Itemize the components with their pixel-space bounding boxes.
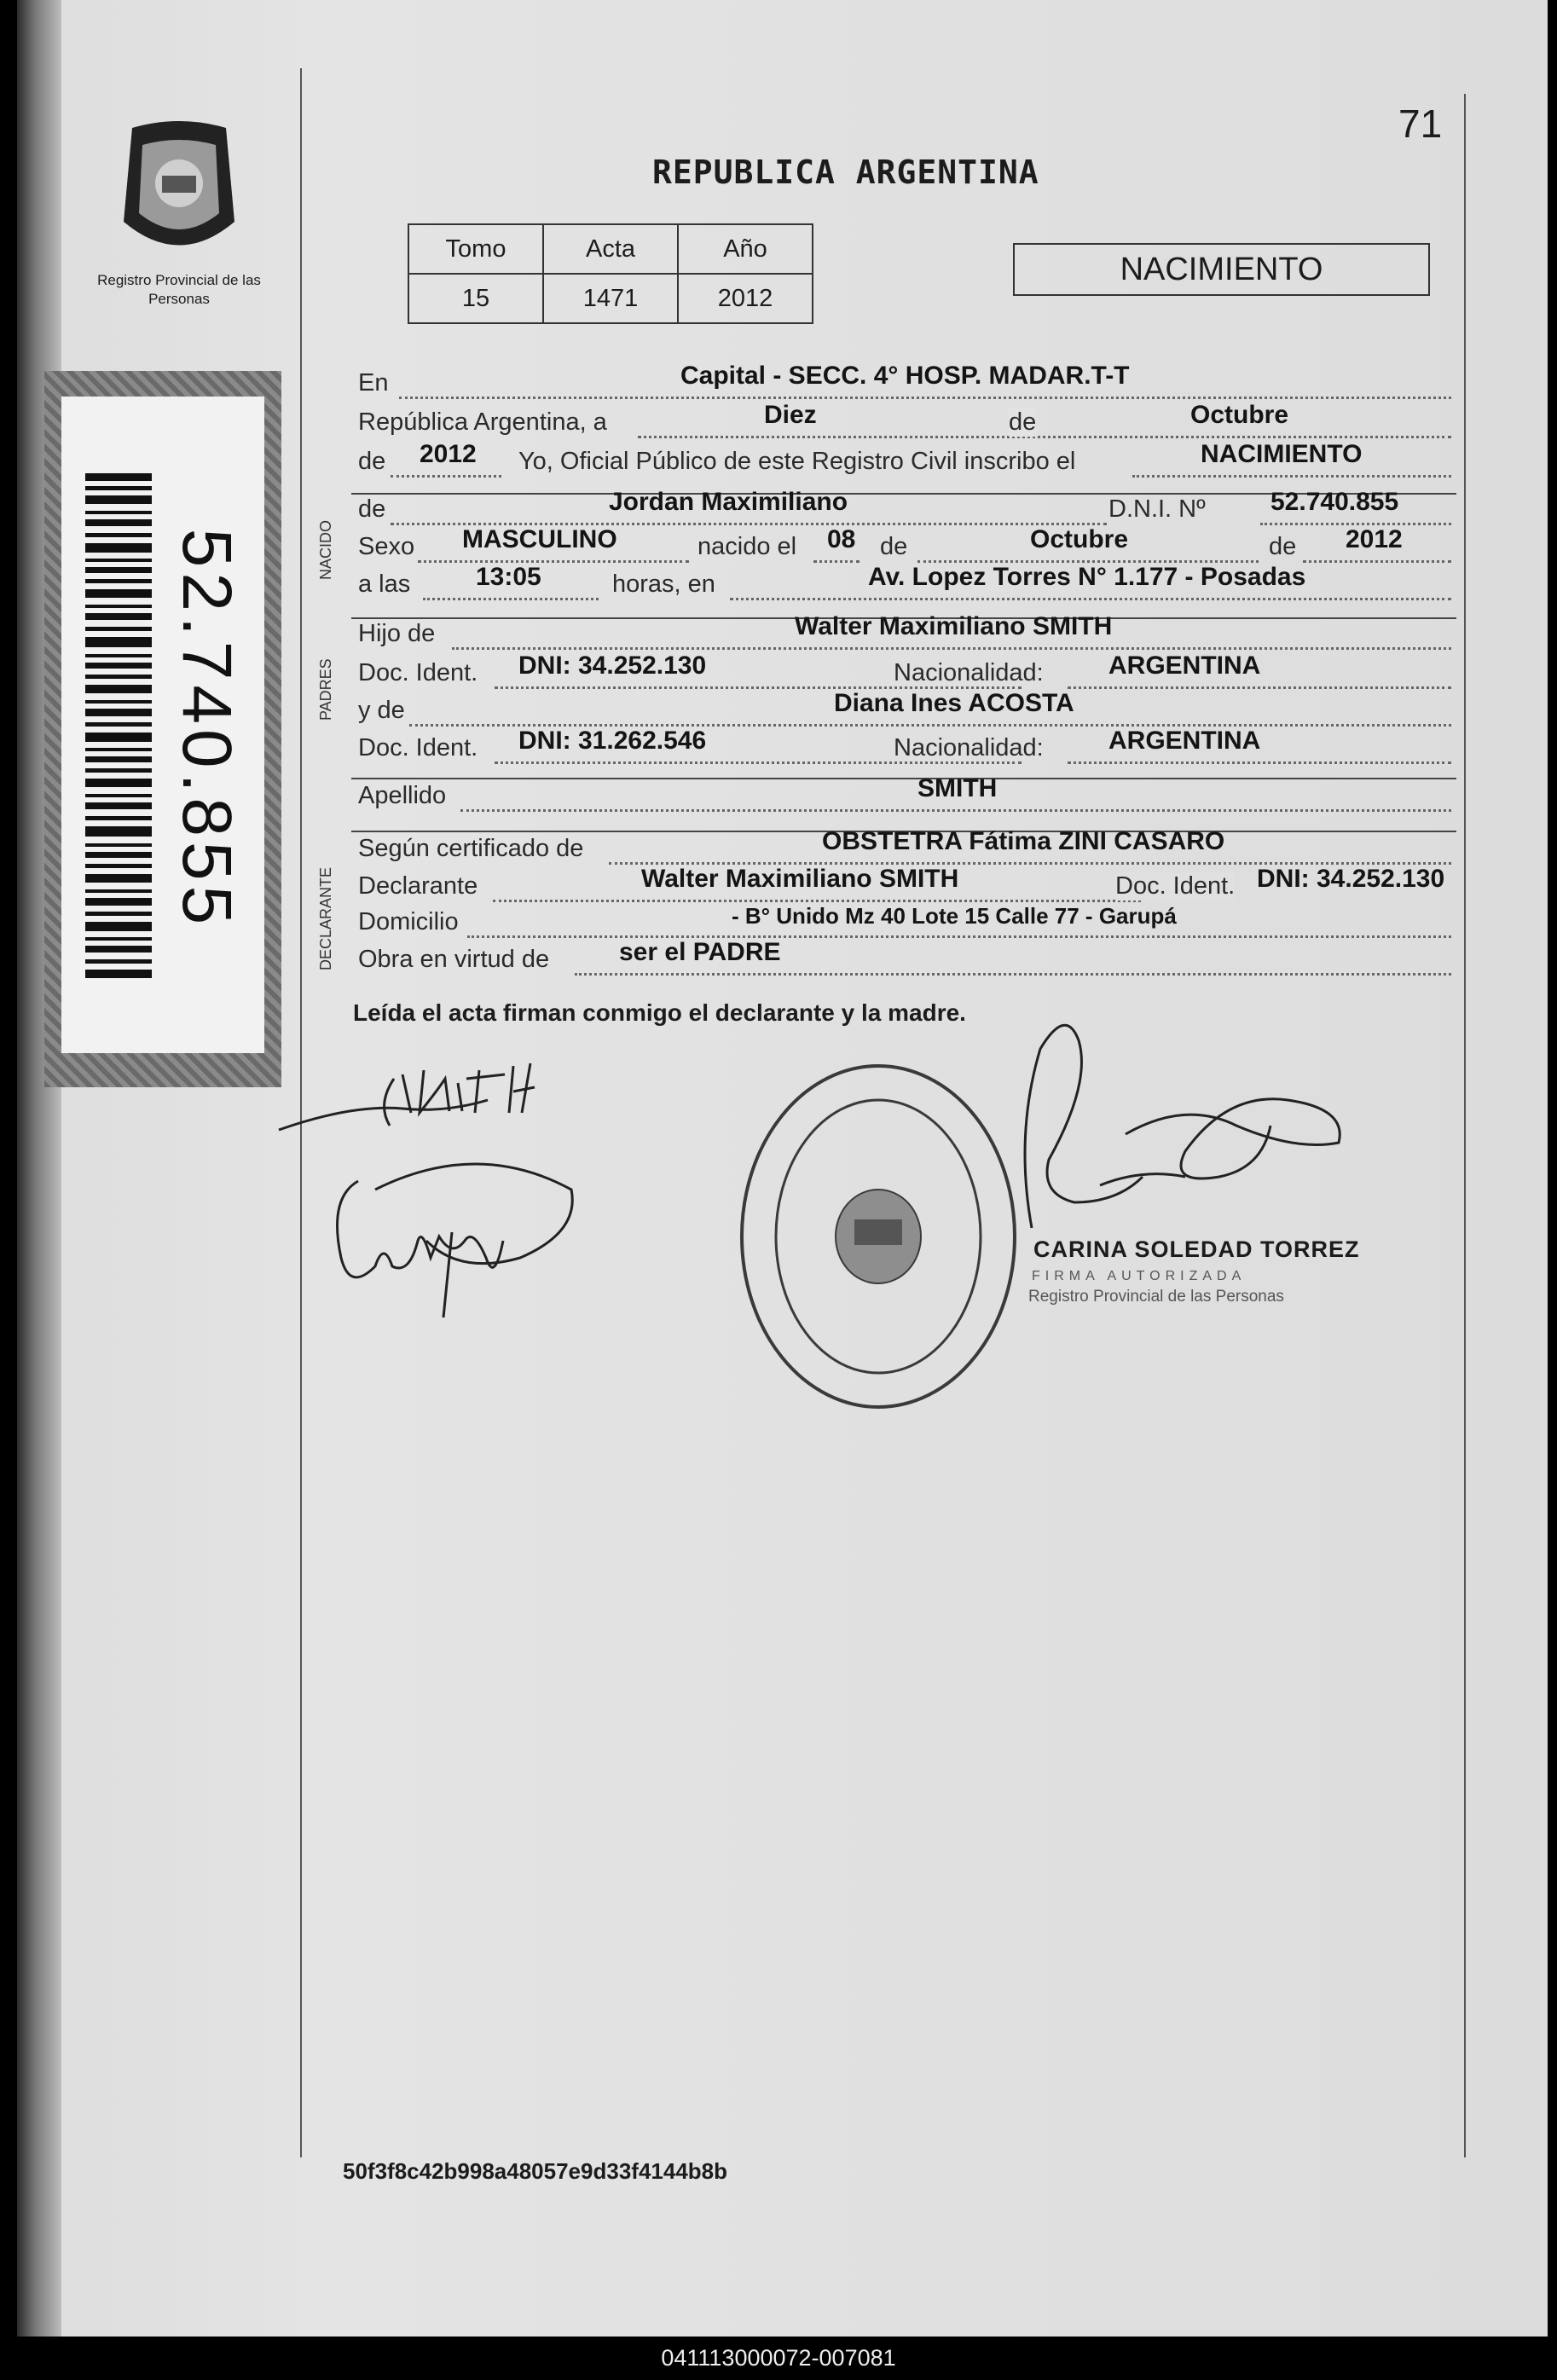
nacido-label: nacido el xyxy=(697,533,797,560)
row-obra xyxy=(356,938,1451,979)
obra-value: ser el PADRE xyxy=(619,938,781,966)
mother-nationality: ARGENTINA xyxy=(1108,727,1261,755)
mother-name: Diana Ines ACOSTA xyxy=(834,689,1074,717)
de-label: de xyxy=(358,495,386,523)
birth-month: Octubre xyxy=(1030,525,1129,553)
alas-label: a las xyxy=(358,570,411,598)
yde-label: y de xyxy=(358,697,405,724)
sexo-value: MASCULINO xyxy=(462,525,617,553)
signature-smith xyxy=(275,1045,582,1143)
sexo-label: Sexo xyxy=(358,533,415,560)
right-margin-line xyxy=(1464,94,1466,2157)
declarante-label: Declarante xyxy=(358,872,478,900)
row-place xyxy=(356,362,1451,402)
barcode xyxy=(85,473,152,985)
registry-table xyxy=(408,223,813,324)
birth-day: 08 xyxy=(827,525,856,553)
en-label: En xyxy=(358,369,389,397)
footer-code: 041113000072-007081 xyxy=(0,2337,1557,2380)
row-time xyxy=(356,563,1451,604)
value-acta: 1471 xyxy=(543,274,678,323)
row-mother-doc xyxy=(356,727,1451,767)
section-padres: PADRES xyxy=(317,658,334,721)
row-apellido xyxy=(356,774,1451,815)
nac-label: Nacionalidad: xyxy=(894,659,1044,686)
father-doc: DNI: 34.252.130 xyxy=(518,651,707,680)
row-sex xyxy=(356,525,1451,566)
dni-label: D.N.I. Nº xyxy=(1108,495,1206,523)
father-nationality: ARGENTINA xyxy=(1108,651,1261,680)
de2-label: de xyxy=(358,448,386,475)
row-father-doc xyxy=(356,651,1451,692)
birth-place: Av. Lopez Torres N° 1.177 - Posadas xyxy=(868,563,1306,591)
nac-label-2: Nacionalidad: xyxy=(894,734,1044,761)
header-acta: Acta xyxy=(543,224,678,274)
section-nacido: NACIDO xyxy=(317,519,334,580)
cert-value: OBSTETRA Fátima ZINI CASARO xyxy=(822,827,1225,855)
document-title: REPUBLICA ARGENTINA xyxy=(652,153,1039,191)
decl-doc-label: Doc. Ident. xyxy=(1115,872,1236,900)
official-stamp xyxy=(733,1057,1023,1416)
official-name: CARINA SOLEDAD TORREZ xyxy=(1033,1236,1360,1262)
cert-label: Según certificado de xyxy=(358,835,584,862)
official-role: FIRMA AUTORIZADA xyxy=(1032,1269,1247,1283)
province-seal-logo xyxy=(115,119,243,260)
header-tomo: Tomo xyxy=(408,224,543,274)
birth-time: 13:05 xyxy=(476,563,541,591)
value-tomo: 15 xyxy=(408,274,543,323)
barcode-number: 52.740.855 xyxy=(168,528,246,930)
act-type-box: NACIMIENTO xyxy=(1013,243,1430,296)
day-value: Diez xyxy=(764,401,817,429)
declarante-doc: DNI: 34.252.130 xyxy=(1257,865,1445,893)
statement-text: Yo, Oficial Público de este Registro Civil inscribo el xyxy=(518,448,1076,475)
signature-mother xyxy=(324,1147,580,1317)
child-name: Jordan Maximiliano xyxy=(609,488,848,516)
de-label: de xyxy=(1009,408,1037,436)
horas-label: horas, en xyxy=(612,570,715,598)
row-mother xyxy=(356,689,1451,730)
value-anio: 2012 xyxy=(678,274,813,323)
row-date xyxy=(356,401,1451,442)
section-declarante: DECLARANTE xyxy=(317,866,334,970)
declarante-name: Walter Maximiliano SMITH xyxy=(641,865,959,893)
signature-official xyxy=(1015,1006,1356,1245)
apellido-label: Apellido xyxy=(358,782,447,809)
obra-label: Obra en virtud de xyxy=(358,946,550,973)
row-name xyxy=(356,488,1451,529)
document-hash: 50f3f8c42b998a48057e9d33f4144b8b xyxy=(343,2158,728,2184)
domicilio-label: Domicilio xyxy=(358,908,459,935)
apellido-value: SMITH xyxy=(917,774,998,802)
year-value: 2012 xyxy=(420,440,477,468)
mother-doc: DNI: 31.262.546 xyxy=(518,727,707,755)
republica-label: República Argentina, a xyxy=(358,408,607,436)
row-statement xyxy=(356,440,1451,481)
domicilio-value: - B° Unido Mz 40 Lote 15 Calle 77 - Garupá xyxy=(732,903,1177,929)
place-value: Capital - SECC. 4° HOSP. MADAR.T-T xyxy=(680,362,1130,390)
reading-note: Leída el acta firman conmigo el declarante y la madre. xyxy=(353,999,966,1026)
child-dni: 52.740.855 xyxy=(1270,488,1399,516)
row-declarante xyxy=(356,865,1451,906)
birth-year: 2012 xyxy=(1346,525,1403,553)
row-father xyxy=(356,612,1451,653)
binding-edge xyxy=(17,0,61,2337)
page-number: 71 xyxy=(1398,101,1443,146)
hijo-label: Hijo de xyxy=(358,620,436,647)
de-label-2: de xyxy=(880,533,908,560)
father-name: Walter Maximiliano SMITH xyxy=(795,612,1113,640)
row-cert xyxy=(356,827,1451,868)
de-label-3: de xyxy=(1269,533,1297,560)
doc-label-2: Doc. Ident. xyxy=(358,734,478,761)
header-anio: Año xyxy=(678,224,813,274)
barcode-sticker xyxy=(44,371,281,1087)
logo-caption: Registro Provincial de las Personas xyxy=(97,272,261,307)
official-org: Registro Provincial de las Personas xyxy=(1028,1288,1284,1306)
barcode-label xyxy=(61,397,264,1053)
month-value: Octubre xyxy=(1190,401,1289,429)
row-domicilio xyxy=(356,904,1451,941)
act-type-value: NACIMIENTO xyxy=(1201,440,1363,468)
doc-label: Doc. Ident. xyxy=(358,659,478,686)
